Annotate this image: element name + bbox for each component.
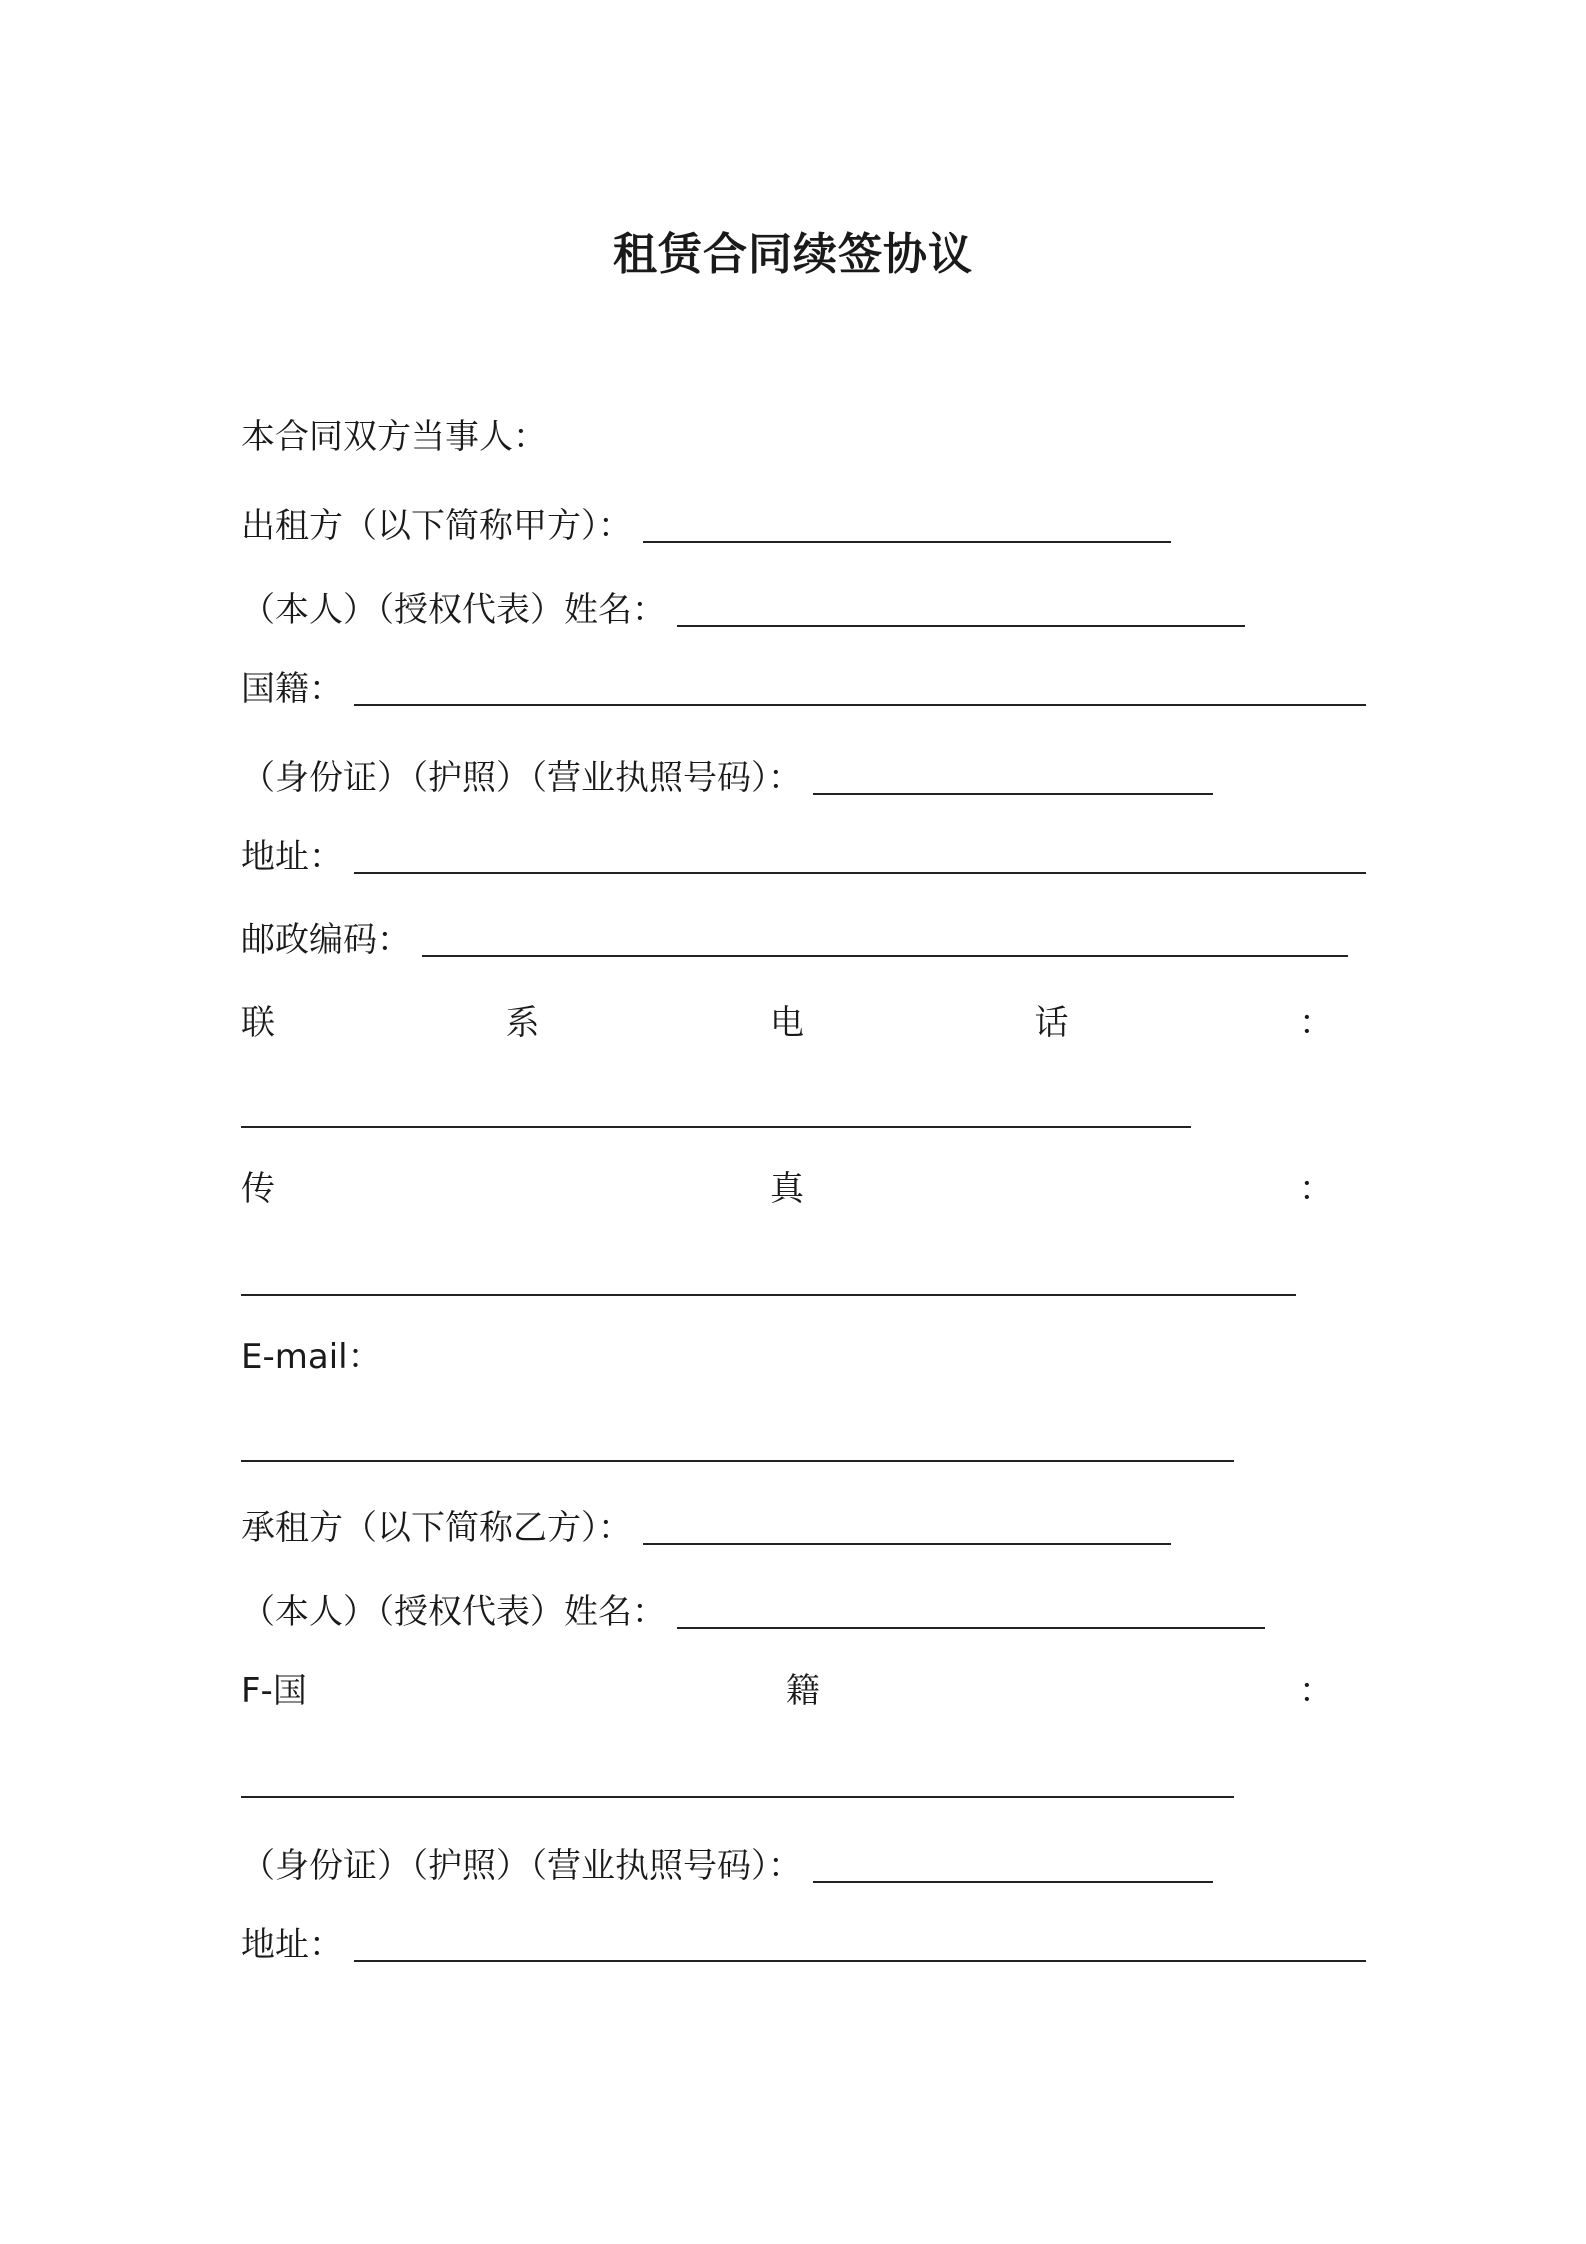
party-a-address-field[interactable] xyxy=(354,872,1366,874)
party-b-name-label: （本人）（授权代表）姓名： xyxy=(241,1592,666,1632)
intro-line xyxy=(241,414,547,460)
party-a-fax-field[interactable] xyxy=(241,1294,1296,1296)
party-a-email-line xyxy=(241,1334,382,1380)
party-b-id-label: （身份证）（护照）（营业执照号码）： xyxy=(241,1846,802,1886)
party-a-postcode-field[interactable] xyxy=(422,955,1348,957)
party-a-email-label: E-mail： xyxy=(241,1337,382,1377)
party-a-fax-label-row xyxy=(241,1166,1333,1212)
party-a-address-line xyxy=(241,834,1366,880)
intro-label: 本合同双方当事人： xyxy=(241,417,547,457)
party-a-id-label: （身份证）（护照）（营业执照号码）： xyxy=(241,758,802,798)
phone-char: 联 xyxy=(241,1003,275,1043)
party-a-address-label: 地址： xyxy=(241,837,343,877)
party-a-name-label: （本人）（授权代表）姓名： xyxy=(241,590,666,630)
party-b-address-field[interactable] xyxy=(354,1960,1366,1962)
party-b-address-label: 地址： xyxy=(241,1925,343,1965)
party-a-nationality-field[interactable] xyxy=(354,704,1366,706)
party-b-name-line xyxy=(241,1589,1265,1635)
party-a-postcode-line xyxy=(241,917,1348,963)
fax-char: ： xyxy=(1299,1169,1333,1209)
party-b-nationality-label-row xyxy=(241,1668,1333,1714)
phone-char: ： xyxy=(1299,1003,1333,1043)
lessor-line xyxy=(241,503,1171,549)
document-title: 租赁合同续签协议 xyxy=(613,229,973,280)
nationality-char: 籍 xyxy=(785,1671,820,1711)
party-a-id-field[interactable] xyxy=(813,793,1213,795)
party-b-id-line xyxy=(241,1843,1213,1889)
party-a-id-line xyxy=(241,755,1213,801)
lessor-label: 出租方（以下简称甲方）： xyxy=(241,506,632,546)
party-b-id-field[interactable] xyxy=(813,1881,1213,1883)
party-b-name-field[interactable] xyxy=(677,1627,1265,1629)
fax-char: 真 xyxy=(770,1169,804,1209)
party-a-name-line xyxy=(241,587,1245,633)
phone-char: 话 xyxy=(1034,1003,1069,1043)
party-a-email-field[interactable] xyxy=(241,1460,1234,1462)
party-a-phone-field[interactable] xyxy=(241,1126,1191,1128)
party-a-phone-label-row xyxy=(241,1000,1333,1046)
phone-char: 系 xyxy=(505,1003,540,1043)
lessee-field[interactable] xyxy=(643,1543,1171,1545)
phone-char: 电 xyxy=(770,1003,804,1043)
party-b-nationality-field[interactable] xyxy=(241,1796,1234,1798)
party-a-nationality-label: 国籍： xyxy=(241,669,343,709)
party-a-nationality-line xyxy=(241,666,1366,712)
party-a-name-field[interactable] xyxy=(677,625,1245,627)
lessor-field[interactable] xyxy=(643,541,1171,543)
nationality-char: ： xyxy=(1298,1671,1333,1711)
party-a-postcode-label: 邮政编码： xyxy=(241,920,411,960)
party-b-address-line xyxy=(241,1922,1366,1968)
nationality-char: F-国 xyxy=(241,1671,307,1711)
lessee-line xyxy=(241,1505,1171,1551)
lessee-label: 承租方（以下简称乙方）： xyxy=(241,1508,632,1548)
fax-char: 传 xyxy=(241,1169,275,1209)
